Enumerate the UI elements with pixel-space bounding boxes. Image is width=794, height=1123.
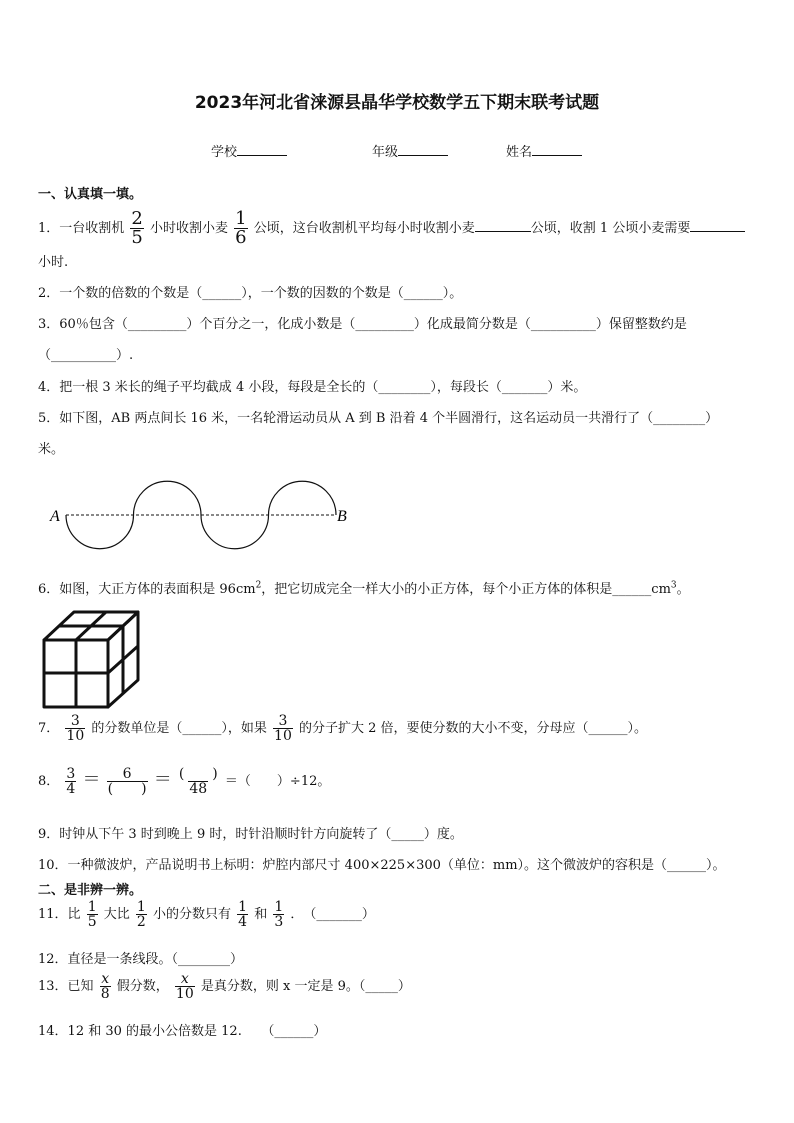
q11-f1-den: 5 [87, 914, 97, 930]
question-12: 12．直径是一条线段。（________） [38, 952, 244, 967]
q1-fraction-1 [130, 210, 143, 247]
question-10: 10．一种微波炉，产品说明书上标明：炉腔内部尺寸 400×225×300（单位：mm）。这个微波炉的容积是（______）。 [38, 858, 726, 873]
q7-text-a: 7． [38, 721, 60, 736]
q7-text-b: 的分数单位是（______），如果 [91, 721, 267, 736]
q11-fraction-2 [136, 900, 147, 929]
question-3-continuation: （__________）. [38, 348, 134, 363]
q1-fraction-2 [234, 210, 247, 247]
question-14: 14．12 和 30 的最小公倍数是 12. （______） [38, 1024, 327, 1039]
q11-f2-den: 2 [136, 914, 146, 930]
q8-fraction-1 [65, 767, 76, 796]
q8-f3-num: ( ) [178, 766, 218, 782]
q13-f1-num: x [101, 971, 110, 987]
q7-fraction-2 [273, 714, 293, 743]
q8-fraction-3 [178, 767, 219, 796]
q7-f1-den: 10 [66, 728, 85, 744]
q1-continuation: 小时. [38, 255, 69, 270]
name-blank [532, 144, 582, 156]
q1-text-a: 1．一台收割机 [38, 221, 125, 236]
q7-fraction-1 [65, 714, 85, 743]
q13-f2-num: x [180, 971, 189, 987]
grade-blank [398, 144, 448, 156]
q11-text-c: 小的分数只有 [152, 907, 231, 922]
question-9: 9．时钟从下午 3 时到晚上 9 时，时针沿顺时针方向旋转了（_____）度。 [38, 827, 463, 842]
semicircle-2 [134, 481, 202, 515]
question-2: 2．一个数的倍数的个数是（______），一个数的因数的个数是（______）。 [38, 286, 463, 301]
q13-fraction-2 [175, 972, 195, 1001]
q11-text-d: 和 [254, 907, 268, 922]
q1-text-c: 公顷，这台收割机平均每小时收割小麦 [253, 221, 475, 236]
q11-fraction-4 [273, 900, 284, 929]
cube-figure [40, 606, 150, 710]
q1-text-b: 小时收割小麦 [150, 221, 229, 236]
question-3: 3．60％包含（_________）个百分之一，化成小数是（_________）化成最简分数是（__________）保留整数约是 [38, 317, 687, 332]
q7-f2-num: 3 [278, 713, 288, 729]
q11-f3-num: 1 [238, 899, 248, 915]
q8-f2-den: ( ) [107, 781, 147, 797]
semicircle-path-figure [40, 470, 360, 560]
point-b-label: B [337, 508, 347, 525]
q6-text-a: 6．如图，大正方体的表面积是 96cm [38, 582, 256, 597]
semicircle-3 [201, 515, 269, 549]
question-5: 5．如下图，AB 两点间长 16 米，一名轮滑运动员从 A 到 B 沿着 4 个半圆滑行，这名运动员一共滑行了（________） [38, 411, 719, 426]
question-13 [38, 972, 411, 1001]
section-1-heading: 一、认真填一填。 [38, 187, 143, 202]
question-6 [38, 578, 690, 597]
q11-text-a: 11．比 [38, 907, 81, 922]
name-field [506, 141, 582, 160]
school-label: 学校 [211, 145, 238, 160]
q11-fraction-1 [87, 900, 98, 929]
q6-sup-3: 3 [670, 580, 677, 591]
q11-text-e: ． （_______） [290, 907, 375, 922]
question-7 [38, 714, 647, 743]
grade-field [372, 141, 448, 160]
q8-f1-den: 4 [66, 781, 76, 797]
q1-text-d: 公顷，收割 1 公顷小麦需要 [530, 221, 691, 236]
q1-f2-num: 1 [235, 208, 247, 229]
q11-fraction-3 [237, 900, 248, 929]
school-blank [237, 144, 287, 156]
q11-f2-num: 1 [136, 899, 146, 915]
point-a-label: A [50, 508, 60, 525]
q13-text-a: 13．已知 [38, 979, 94, 994]
q8-text-a: 8． [38, 774, 60, 789]
q11-f4-den: 3 [274, 914, 284, 930]
q11-text-b: 大比 [103, 907, 130, 922]
question-11 [38, 900, 375, 929]
q1-f2-den: 6 [235, 227, 247, 248]
question-8: 8． $\frac{3}{4}$ ＝ $\frac{6}{( )}$ ＝ $\frac{( )}{48}$ ＝（ ）÷12。 [38, 766, 331, 797]
q13-f1-den: 8 [100, 986, 110, 1002]
q6-sup-2: 2 [255, 580, 262, 591]
q13-text-b: 假分数， [116, 979, 169, 994]
section-2-heading: 二、是非辨一辨。 [38, 883, 143, 898]
q8-f3-den: 48 [189, 781, 208, 797]
q6-text-c: 。 [676, 582, 690, 597]
q1-blank-2 [690, 220, 745, 232]
q11-f1-num: 1 [87, 899, 97, 915]
q8-fraction-2 [107, 767, 148, 796]
q13-fraction-1 [100, 972, 111, 1001]
q8-f2-num: 6 [122, 766, 132, 782]
school-field [211, 141, 287, 160]
q1-f1-den: 5 [131, 227, 143, 248]
name-label: 姓名 [506, 145, 533, 160]
q11-f4-num: 1 [274, 899, 284, 915]
q1-blank-1 [475, 220, 531, 232]
question-4: 4．把一根 3 米长的绳子平均截成 4 小段，每段是全长的（________），每段长（_______）米。 [38, 380, 587, 395]
grade-label: 年级 [372, 145, 399, 160]
semicircle-4 [269, 481, 337, 515]
question-1 [38, 210, 745, 247]
q8-f1-num: 3 [66, 766, 76, 782]
q1-f1-num: 2 [131, 208, 143, 229]
q13-f2-den: 10 [175, 986, 194, 1002]
q13-text-c: 是真分数，则 x 一定是 9。（_____） [200, 979, 411, 994]
q8-text-b: ＝（ ）÷12。 [224, 774, 331, 789]
q7-text-c: 的分子扩大 2 倍，要使分数的大小不变，分母应（______）。 [299, 721, 648, 736]
q7-f1-num: 3 [70, 713, 80, 729]
question-5-continuation: 米。 [38, 442, 65, 457]
q7-f2-den: 10 [274, 728, 292, 744]
page-title: 2023年河北省涞源县晶华学校数学五下期末联考试题 [194, 93, 600, 113]
q6-text-b: ，把它切成完全一样大小的小正方体，每个小正方体的体积是______cm [261, 582, 671, 597]
semicircle-1 [66, 515, 134, 549]
q11-f3-den: 4 [238, 914, 248, 930]
